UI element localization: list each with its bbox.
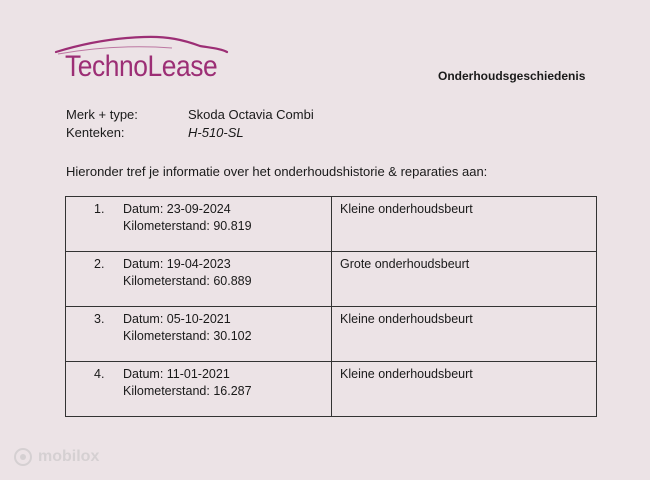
record-service-cell: Kleine onderhoudsbeurt [332, 362, 597, 417]
record-mileage: Kilometerstand: 16.287 [123, 384, 252, 398]
record-mileage: Kilometerstand: 30.102 [123, 329, 252, 343]
brand-name: TechnoLease [65, 50, 218, 83]
vehicle-type-label: Merk + type: [66, 107, 138, 122]
record-mileage: Kilometerstand: 90.819 [123, 219, 252, 233]
table-row [66, 362, 597, 417]
vehicle-type-row [66, 107, 314, 122]
record-date: Datum: 05-10-2021 [123, 312, 231, 326]
vehicle-type-value: Skoda Octavia Combi [188, 107, 314, 122]
record-mileage: Kilometerstand: 60.889 [123, 274, 252, 288]
license-plate-label: Kenteken: [66, 125, 125, 140]
technolease-logo [52, 30, 237, 90]
record-number: 3. [94, 312, 105, 326]
record-number: 2. [94, 257, 105, 271]
record-details-cell [66, 362, 332, 417]
record-date: Datum: 23-09-2024 [123, 202, 231, 216]
mobilox-logo-icon [14, 448, 32, 466]
record-date: Datum: 19-04-2023 [123, 257, 231, 271]
license-plate-row [66, 125, 244, 140]
document-title: Onderhoudsgeschiedenis [438, 69, 586, 83]
record-details-cell [66, 307, 332, 362]
table-row [66, 307, 597, 362]
record-details-cell [66, 252, 332, 307]
record-number: 1. [94, 202, 105, 216]
record-service-cell: Kleine onderhoudsbeurt [332, 307, 597, 362]
intro-text: Hieronder tref je informatie over het onderhoudshistorie & reparaties aan: [66, 164, 488, 179]
maintenance-history-table [65, 196, 597, 417]
table-row [66, 252, 597, 307]
record-number: 4. [94, 367, 105, 381]
record-service-cell: Grote onderhoudsbeurt [332, 252, 597, 307]
table-row [66, 197, 597, 252]
record-date: Datum: 11-01-2021 [123, 367, 230, 381]
record-details-cell [66, 197, 332, 252]
license-plate-value: H-510-SL [188, 125, 244, 140]
record-service-cell: Kleine onderhoudsbeurt [332, 197, 597, 252]
mobilox-watermark [14, 448, 99, 466]
watermark-text: mobilox [38, 448, 100, 465]
